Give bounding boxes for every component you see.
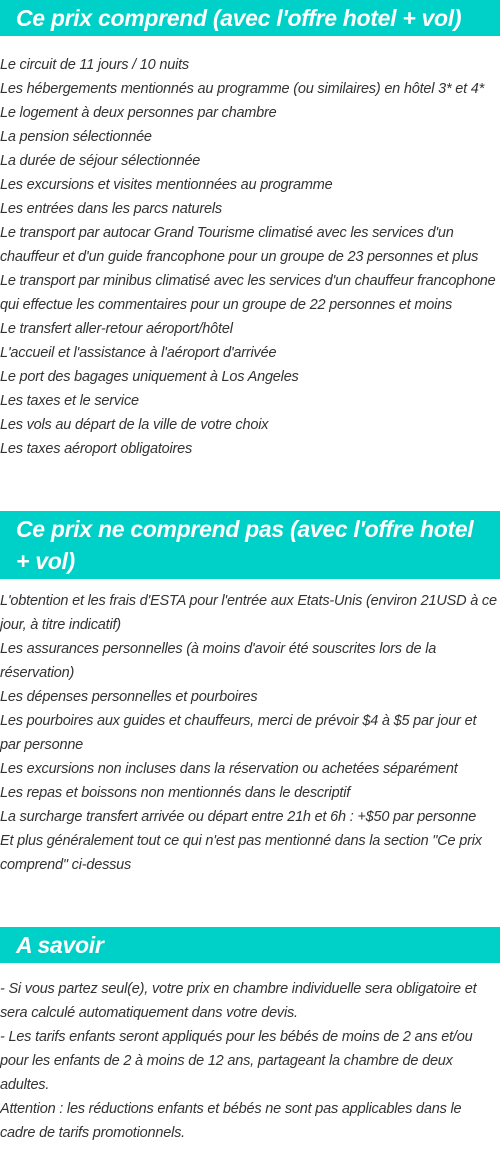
list-item: Le logement à deux personnes par chambre [0, 105, 277, 121]
section-header-good-to-know [0, 927, 500, 963]
list-item: Les pourboires aux guides et chauffeurs, merci de prévoir $4 à $5 par jour et par personne [0, 713, 477, 753]
list-item: Les excursions et visites mentionnées au programme [0, 177, 333, 193]
not-included-list [0, 589, 500, 877]
list-item: Le transport par autocar Grand Tourisme climatisé avec les services d'un chauffeur et d'un guide francophone pour un groupe de 23 personnes et plus [0, 225, 479, 265]
list-item: L'obtention et les frais d'ESTA pour l'entrée aux Etats-Unis (environ 21USD à ce jour, à titre indicatif) [0, 593, 497, 633]
list-item: - Si vous partez seul(e), votre prix en chambre individuelle sera obligatoire et sera calculé automatiquement dans votre devis. [0, 981, 477, 1021]
good-to-know-list [0, 977, 500, 1145]
section-header-not-included [0, 511, 500, 579]
list-item: Les taxes et le service [0, 393, 139, 409]
list-item: Le circuit de 11 jours / 10 nuits [0, 57, 189, 73]
list-item: Le port des bagages uniquement à Los Angeles [0, 369, 299, 385]
list-item: Et plus généralement tout ce qui n'est pas mentionné dans la section "Ce prix comprend" ci-dessus [0, 833, 482, 873]
list-item: La durée de séjour sélectionnée [0, 153, 201, 169]
section-header-included [0, 0, 500, 36]
list-item: Les assurances personnelles (à moins d'avoir été souscrites lors de la réservation) [0, 641, 437, 681]
list-item: Les dépenses personnelles et pourboires [0, 689, 258, 705]
list-item: Les hébergements mentionnés au programme (ou similaires) en hôtel 3* et 4* [0, 81, 485, 97]
list-item: La pension sélectionnée [0, 129, 152, 145]
list-item: Les excursions non incluses dans la réservation ou achetées séparément [0, 761, 458, 777]
list-item: Les vols au départ de la ville de votre choix [0, 417, 269, 433]
section-title-good-to-know: A savoir [16, 932, 104, 958]
list-item: Le transport par minibus climatisé avec les services d'un chauffeur francophone qui effectue les commentaires pour un groupe de 22 personnes et moins [0, 273, 496, 313]
section-title-included: Ce prix comprend (avec l'offre hotel + vol) [16, 5, 462, 31]
section-title-not-included: Ce prix ne comprend pas (avec l'offre hotel + vol) [16, 516, 474, 574]
list-item: La surcharge transfert arrivée ou départ entre 21h et 6h : +$50 par personne [0, 809, 477, 825]
included-list [0, 53, 500, 461]
list-item: Les taxes aéroport obligatoires [0, 441, 193, 457]
list-item: - Les tarifs enfants seront appliqués pour les bébés de moins de 2 ans et/ou pour les enfants de 2 à moins de 12 ans, partageant la chambre de deux adultes. [0, 1029, 473, 1093]
list-item: Attention : les réductions enfants et bébés ne sont pas applicables dans le cadre de tarifs promotionnels. [0, 1101, 462, 1141]
list-item: Les repas et boissons non mentionnés dans le descriptif [0, 785, 351, 801]
list-item: Les entrées dans les parcs naturels [0, 201, 222, 217]
list-item: Le transfert aller-retour aéroport/hôtel [0, 321, 233, 337]
list-item: L'accueil et l'assistance à l'aéroport d'arrivée [0, 345, 277, 361]
